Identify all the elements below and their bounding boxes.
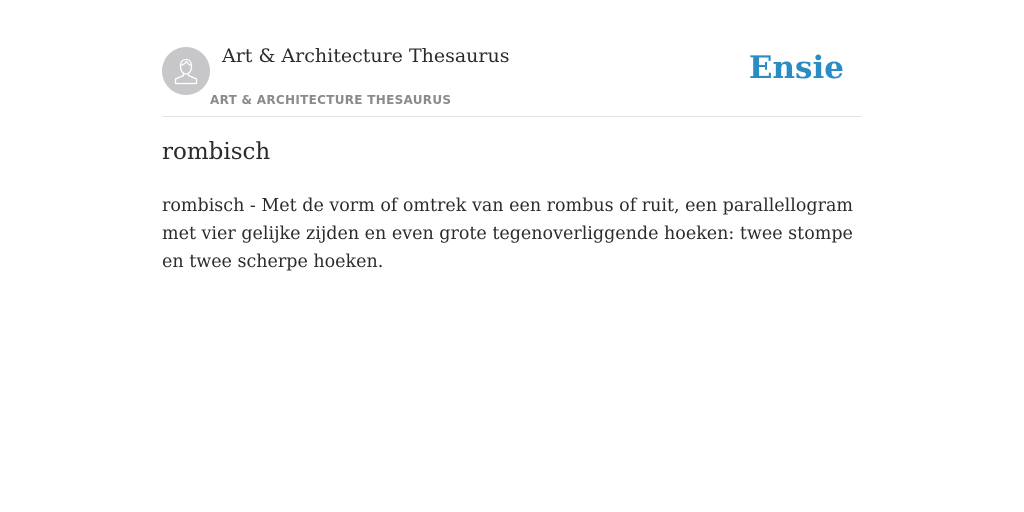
collection-name[interactable]: ART & ARCHITECTURE THESAURUS [210,93,452,107]
author-avatar[interactable] [162,47,210,95]
user-avatar-icon [171,56,201,86]
page-header [162,40,862,117]
entry-definition: rombisch - Met de vorm of omtrek van een rombus of ruit, een parallellogram met vier gelijke zijden en even grote tegenoverliggende hoeken: twee stompe en twee scherpe hoeken. [162,196,853,272]
author-name[interactable]: Art & Architecture Thesaurus [222,45,510,67]
ensie-logo[interactable]: Ensie [748,50,844,86]
entry-title: rombisch [162,139,271,165]
